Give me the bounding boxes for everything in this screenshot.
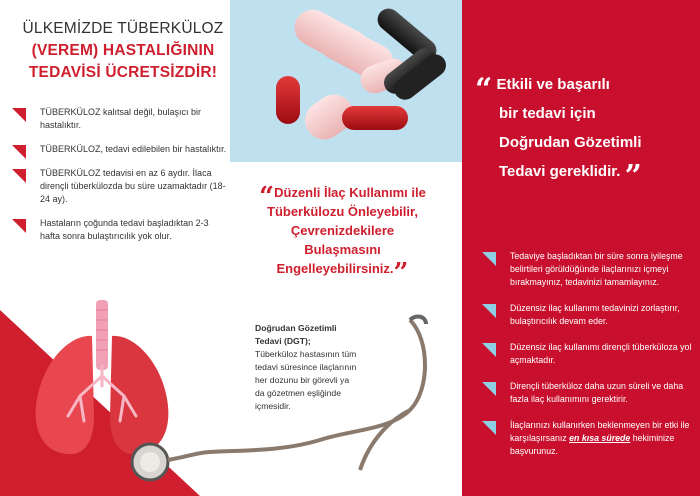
- list-item-text: hekiminize başvurunuz.: [510, 433, 675, 456]
- list-item-text: Düzensiz ilaç kullanımı tedavinizi zorlaştırır, bulaştırıcılık devam eder.: [510, 303, 680, 326]
- triangle-bullet-icon: [482, 421, 496, 435]
- quote-line: Çevrenizdekilere: [290, 223, 395, 238]
- list-item: [482, 380, 692, 406]
- center-quote: [240, 182, 445, 288]
- quote-line: Doğrudan Gözetimli: [499, 134, 642, 151]
- dgt-body: Tüberküloz hastasının tüm tedavi süresince ilaçlarının her dozunu bir görevli ya da gözetmen eşliğinde içmesidir.: [255, 349, 357, 411]
- quote-line: Tedavi gereklidir.: [499, 163, 621, 180]
- open-quote-icon: “: [475, 72, 493, 107]
- list-item: [12, 143, 227, 156]
- quote-line: Bulaşmasını: [304, 242, 381, 257]
- dgt-title: Doğrudan Gözetimli Tedavi (DGT);: [255, 323, 337, 346]
- right-quote: [475, 70, 690, 194]
- triangle-bullet-icon: [12, 108, 26, 122]
- list-item: [482, 302, 692, 328]
- left-bullet-list: [12, 106, 227, 254]
- close-quote-icon: ”: [393, 258, 409, 288]
- list-item: [482, 419, 692, 458]
- triangle-bullet-icon: [12, 145, 26, 159]
- pills-icon: [230, 0, 462, 162]
- list-item-text: Tedaviye başladıktan bir süre sonra iyileşme belirtileri görüldüğünde ilaçlarınızı içmeyi bırakmayınız, tedavinizi tamamlayınız.: [510, 251, 683, 287]
- main-heading: [18, 18, 228, 84]
- list-item: [12, 217, 227, 243]
- list-item: [12, 106, 227, 132]
- triangle-bullet-icon: [12, 219, 26, 233]
- quote-line: Engelleyebilirsiniz.: [276, 261, 394, 276]
- list-item-text: Hastaların çoğunda tedavi başladıktan 2-3 hafta sonra bulaştırıcılık yok olur.: [40, 218, 209, 241]
- list-item-text: İlaçlarınızı kullanırken beklenmeyen bir etki ile karşılaşırsanız: [510, 420, 690, 443]
- pills-image: [230, 0, 462, 162]
- quote-line: Etkili ve başarılı: [496, 76, 610, 93]
- triangle-bullet-icon: [482, 252, 496, 266]
- quote-line: Düzenli İlaç Kullanımı ile: [274, 185, 426, 200]
- list-item-text: TÜBERKÜLOZ tedavisi en az 6 aydır. İlaca dirençli tüberkülozda bu süre uzamaktadır (18-24 ay).: [40, 168, 226, 204]
- list-item-text: Dirençli tüberküloz daha uzun süreli ve daha fazla ilaç kullanımını gerektirir.: [510, 381, 684, 404]
- heading-line-3: TEDAVİSİ ÜCRETSİZDİR!: [28, 64, 218, 81]
- list-item-text: TÜBERKÜLOZ kalıtsal değil, bulaşıcı bir hastalıktır.: [40, 107, 202, 130]
- quote-line: Tüberkülozu Önleyebilir,: [267, 204, 418, 219]
- heading-line-1: ÜLKEMİZDE TÜBERKÜLOZ: [22, 20, 224, 37]
- quote-line: bir tedavi için: [499, 105, 596, 122]
- list-item-text: Düzensiz ilaç kullanımı dirençli tüberküloza yol açmaktadır.: [510, 342, 692, 365]
- list-item: [12, 167, 227, 206]
- dgt-description: [255, 322, 360, 413]
- triangle-bullet-icon: [482, 304, 496, 318]
- heading-line-2: (VEREM) HASTALIĞININ: [31, 42, 215, 59]
- list-item: [482, 250, 692, 289]
- emphasis-text: en kısa sürede: [569, 433, 631, 443]
- open-quote-icon: “: [259, 182, 275, 212]
- triangle-bullet-icon: [12, 169, 26, 183]
- list-item-text: TÜBERKÜLOZ, tedavi edilebilen bir hastalıktır.: [40, 144, 227, 154]
- right-bullet-list: [482, 250, 692, 471]
- list-item: [482, 341, 692, 367]
- close-quote-icon: ”: [624, 159, 642, 194]
- triangle-bullet-icon: [482, 343, 496, 357]
- triangle-bullet-icon: [482, 382, 496, 396]
